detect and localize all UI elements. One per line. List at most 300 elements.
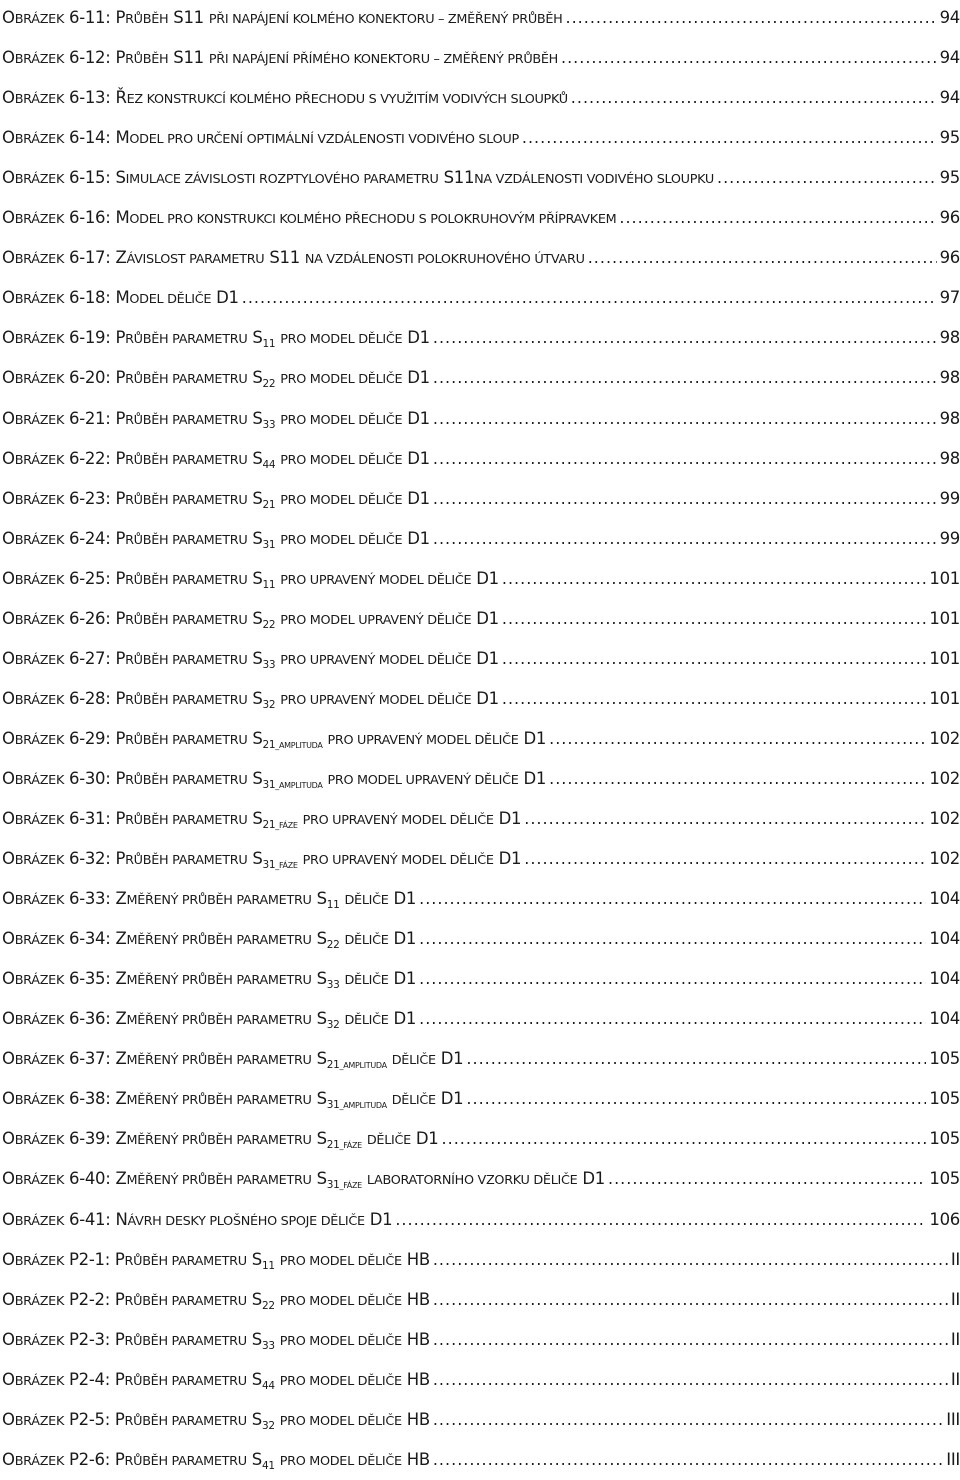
toc-entry[interactable]	[2, 679, 960, 719]
page-number: 102	[929, 849, 960, 869]
subscript-digits: 31	[326, 1179, 340, 1192]
label-segment: S11	[264, 248, 305, 268]
toc-entry[interactable]	[2, 999, 960, 1039]
subscript	[263, 499, 276, 511]
toc-entry[interactable]	[2, 439, 960, 479]
subscript-digits: 33	[326, 979, 340, 992]
label-segment: MĚŘENÝ PRŮBĚH PARAMETRU	[126, 1053, 312, 1069]
subscript	[263, 819, 298, 831]
label-segment: 6-36: Z	[64, 1009, 127, 1029]
label-segment: D1	[493, 849, 522, 869]
label-segment: O	[2, 1449, 15, 1469]
label-segment: 6-25: P	[64, 568, 126, 588]
subscript-digits: 31	[262, 778, 276, 791]
page-number: 95	[939, 128, 960, 148]
label-segment: 6-24: P	[64, 528, 126, 548]
dot-leader	[433, 1400, 943, 1440]
label-segment: ÁVRH DESKY PLOŠNÉHO SPOJE DĚLIČE	[127, 1213, 365, 1229]
label-segment: RŮBĚH	[125, 12, 169, 27]
subscript-digits: 22	[326, 939, 340, 952]
toc-entry[interactable]	[2, 559, 960, 599]
label-segment: O	[2, 88, 15, 108]
label-segment: BRÁZEK	[14, 1453, 65, 1469]
page-number: 104	[929, 929, 960, 949]
toc-entry-label	[2, 639, 499, 679]
subscript-digits: 33	[262, 418, 276, 431]
dot-leader	[619, 198, 936, 238]
label-segment: 6-35: Z	[64, 969, 127, 989]
label-segment: 6-39: Z	[64, 1129, 127, 1149]
label-segment: D1	[402, 488, 430, 508]
dot-leader	[571, 78, 937, 118]
label-segment: D1	[410, 1129, 439, 1149]
label-segment: HB	[401, 1289, 430, 1309]
toc-entry[interactable]	[2, 1039, 960, 1079]
label-segment: O	[2, 1169, 15, 1189]
dot-leader	[433, 1240, 948, 1280]
label-segment: BRÁZEK	[14, 172, 65, 188]
subscript	[327, 1059, 387, 1071]
label-segment: S	[311, 1009, 327, 1029]
toc-entry-label	[2, 78, 568, 118]
toc-entry[interactable]	[2, 399, 960, 439]
label-segment: 6-28: P	[64, 688, 126, 708]
label-segment: PRO MODEL DĚLIČE	[280, 412, 403, 428]
dot-leader	[433, 1440, 943, 1480]
label-segment: DĚLIČE	[344, 893, 389, 909]
label-segment: S	[247, 568, 263, 588]
dot-leader	[419, 919, 926, 959]
label-segment: BRÁZEK	[14, 252, 65, 268]
toc-entry-label	[2, 198, 616, 238]
label-segment: O	[2, 1209, 15, 1229]
label-segment: S	[247, 648, 263, 668]
label-segment: 6-22: P	[64, 448, 126, 468]
subscript-digits: 32	[326, 1019, 340, 1032]
subscript	[327, 1139, 362, 1151]
toc-entry[interactable]	[2, 799, 960, 839]
label-segment: P2-3: P	[64, 1329, 125, 1349]
toc-entry[interactable]	[2, 759, 960, 799]
toc-entry[interactable]	[2, 1079, 960, 1119]
label-segment: O	[2, 1129, 15, 1149]
label-segment: O	[2, 408, 15, 428]
label-segment: 6-23: P	[64, 488, 126, 508]
toc-entry[interactable]	[2, 919, 960, 959]
label-segment: O	[2, 168, 15, 188]
label-segment: S	[311, 1169, 327, 1189]
dot-leader	[502, 639, 927, 679]
toc-entry[interactable]	[2, 519, 960, 559]
label-segment: D1	[388, 969, 417, 989]
subscript	[263, 859, 298, 871]
subscript-digits: 31	[262, 859, 276, 872]
toc-entry[interactable]	[2, 1280, 960, 1320]
toc-entry[interactable]	[2, 318, 960, 358]
label-segment: 6-41: N	[64, 1209, 128, 1229]
page-number: 98	[939, 368, 960, 388]
label-segment: PRO MODEL UPRAVENÝ DĚLIČE	[280, 612, 472, 628]
label-segment: D1	[388, 889, 417, 909]
label-segment: RŮBĚH PARAMETRU	[125, 813, 248, 828]
toc-entry-label	[2, 278, 239, 318]
label-segment: D1	[518, 768, 547, 788]
toc-entry[interactable]	[2, 1240, 960, 1280]
toc-entry-label	[2, 238, 585, 278]
label-segment: BRÁZEK	[14, 332, 65, 348]
subscript-digits: 33	[262, 658, 276, 671]
label-segment: LABORATORNÍHO VZORKU DĚLIČE	[366, 1173, 578, 1189]
toc-entry[interactable]	[2, 118, 960, 158]
label-segment: 6-16: M	[64, 208, 130, 228]
label-segment: PRO MODEL DĚLIČE	[279, 1373, 402, 1389]
page-number: 104	[929, 1009, 960, 1029]
subscript	[263, 539, 276, 551]
label-segment: S	[311, 1129, 327, 1149]
label-segment: S	[247, 408, 263, 428]
toc-entry-label	[2, 118, 519, 158]
label-segment: D1	[471, 608, 499, 628]
toc-entry[interactable]	[2, 1159, 960, 1199]
label-segment: O	[2, 288, 15, 308]
label-segment: O	[2, 1249, 15, 1269]
label-segment: PRO MODEL DĚLIČE	[280, 332, 403, 348]
label-segment: RŮBĚH PARAMETRU	[125, 732, 248, 748]
subscript	[327, 899, 340, 911]
page-number: 105	[929, 1089, 960, 1109]
toc-entry-label	[2, 318, 430, 358]
subscript-digits: 11	[262, 578, 276, 591]
label-segment: RŮBĚH PARAMETRU	[124, 1333, 247, 1349]
label-segment: 6-29: P	[64, 728, 126, 748]
label-segment: O	[2, 768, 15, 788]
dot-leader	[561, 38, 937, 78]
label-segment: D1	[518, 728, 547, 748]
label-segment: PRO MODEL DĚLIČE	[280, 532, 403, 548]
subscript-digits: 11	[262, 338, 276, 351]
subscript	[262, 1380, 275, 1392]
toc-entry-label	[2, 358, 430, 398]
subscript-digits: 44	[261, 1379, 275, 1392]
label-segment: S	[247, 688, 263, 708]
subscript-digits: 21	[326, 1139, 340, 1152]
label-segment: RŮBĚH PARAMETRU	[124, 1253, 247, 1269]
label-segment: D1	[471, 648, 499, 668]
dot-leader	[549, 719, 926, 759]
label-segment: DĚLIČE	[344, 973, 389, 989]
label-segment: S	[246, 1289, 262, 1309]
label-segment: BRÁZEK	[14, 1093, 65, 1109]
toc-entry[interactable]	[2, 839, 960, 879]
label-segment: S	[311, 1049, 327, 1069]
page-number: 102	[929, 768, 960, 788]
toc-entry[interactable]	[2, 719, 960, 759]
label-segment: 6-14: M	[64, 128, 130, 148]
toc-entry-label	[2, 839, 521, 879]
label-segment: P2-1: P	[64, 1249, 125, 1269]
label-segment: BRÁZEK	[14, 492, 65, 508]
label-segment: 6-33: Z	[64, 889, 127, 909]
label-segment: O	[2, 1369, 15, 1389]
subscript-suffix: _AMPLITUDA	[339, 1101, 387, 1111]
toc-entry[interactable]	[2, 599, 960, 639]
toc-entry[interactable]	[2, 1320, 960, 1360]
page-number: 101	[929, 648, 960, 668]
page-number: 105	[929, 1049, 960, 1069]
page-number: 99	[939, 488, 960, 508]
dot-leader	[433, 358, 937, 398]
label-segment: D1	[402, 528, 430, 548]
toc-entry-label	[2, 1119, 439, 1159]
label-segment: D1	[402, 408, 430, 428]
subscript-digits: 21	[326, 1059, 340, 1072]
label-segment: RŮBĚH PARAMETRU	[125, 652, 248, 668]
subscript-digits: 33	[261, 1339, 275, 1352]
dot-leader	[566, 0, 937, 38]
label-segment: BRÁZEK	[14, 292, 65, 308]
toc-entry[interactable]	[2, 639, 960, 679]
toc-entry-label	[2, 1200, 392, 1240]
label-segment: HB	[401, 1329, 430, 1349]
label-segment: RŮBĚH PARAMETRU	[124, 1373, 247, 1389]
label-segment: RŮBĚH PARAMETRU	[125, 612, 248, 628]
label-segment: MĚŘENÝ PRŮBĚH PARAMETRU	[126, 1093, 312, 1109]
subscript-digits: 32	[262, 698, 276, 711]
dot-leader	[419, 959, 926, 999]
toc-entry-label	[2, 1039, 463, 1079]
label-segment: DĚLIČE	[344, 933, 389, 949]
subscript	[263, 699, 276, 711]
dot-leader	[433, 1280, 948, 1320]
subscript-suffix: _AMPLITUDA	[275, 740, 323, 750]
dot-leader	[433, 318, 937, 358]
subscript-digits: 22	[262, 378, 276, 391]
label-segment: PRO UPRAVENÝ MODEL DĚLIČE	[302, 813, 494, 828]
toc-entry[interactable]	[2, 1200, 960, 1240]
label-segment: O	[2, 889, 15, 909]
toc-entry-label	[2, 479, 430, 519]
label-segment: MĚŘENÝ PRŮBĚH PARAMETRU	[126, 973, 312, 989]
label-segment: PRO MODEL DĚLIČE	[280, 452, 403, 468]
label-segment: BRÁZEK	[14, 1333, 65, 1349]
label-segment: S	[247, 608, 263, 628]
toc-entry[interactable]	[2, 278, 960, 318]
label-segment: BRÁZEK	[14, 52, 65, 68]
label-segment: S	[247, 728, 263, 748]
label-segment: PRO UPRAVENÝ MODEL DĚLIČE	[280, 572, 472, 588]
dot-leader	[466, 1079, 926, 1119]
label-segment: BRÁZEK	[14, 1373, 65, 1389]
subscript-digits: 21	[262, 498, 276, 511]
label-segment: HB	[401, 1409, 430, 1429]
label-segment: BRÁZEK	[14, 1173, 65, 1189]
label-segment: S	[311, 969, 327, 989]
label-segment: O	[2, 648, 15, 668]
subscript-digits: 32	[261, 1419, 275, 1432]
toc-entry[interactable]	[2, 38, 960, 78]
label-segment: BRÁZEK	[14, 132, 65, 148]
label-segment: P2-5: P	[64, 1409, 125, 1429]
label-segment: BRÁZEK	[14, 572, 65, 588]
label-segment: O	[2, 48, 15, 68]
subscript-suffix: _AMPLITUDA	[339, 1061, 387, 1071]
label-segment: D1	[435, 1089, 464, 1109]
label-segment: RŮBĚH	[125, 52, 169, 68]
toc-entry[interactable]	[2, 1400, 960, 1440]
subscript-digits: 31	[262, 538, 276, 551]
subscript-suffix: _FÁZE	[275, 821, 298, 830]
toc-entry-label	[2, 1400, 430, 1440]
label-segment: 6-40: Z	[64, 1169, 127, 1189]
label-segment: PRO MODEL DĚLIČE	[279, 1413, 402, 1429]
label-segment: PRO UPRAVENÝ MODEL DĚLIČE	[327, 732, 519, 748]
label-segment: RŮBĚH PARAMETRU	[124, 1453, 247, 1469]
dot-leader	[442, 1119, 927, 1159]
label-segment: P2-2: P	[64, 1289, 125, 1309]
label-segment: PRO MODEL DĚLIČE	[280, 372, 403, 388]
toc-entry[interactable]	[2, 1119, 960, 1159]
toc-entry[interactable]	[2, 198, 960, 238]
label-segment: DĚLIČE	[344, 1013, 389, 1029]
label-segment: 6-17: Z	[64, 248, 127, 268]
label-segment: PRO UPRAVENÝ MODEL DĚLIČE	[302, 853, 494, 869]
label-segment: BRÁZEK	[14, 1413, 65, 1429]
toc-entry-label	[2, 1360, 430, 1400]
label-segment: O	[2, 8, 15, 27]
label-segment: BRÁZEK	[14, 893, 65, 909]
toc-entry-label	[2, 799, 521, 839]
label-segment: RŮBĚH PARAMETRU	[125, 853, 248, 869]
label-segment: D1	[388, 929, 417, 949]
page-number: II	[950, 1329, 960, 1349]
label-segment: DĚLIČE	[366, 1133, 411, 1149]
label-segment: 6-21: P	[64, 408, 126, 428]
label-segment: BRÁZEK	[14, 772, 65, 788]
label-segment: 6-37: Z	[64, 1049, 127, 1069]
toc-entry[interactable]	[2, 358, 960, 398]
label-segment: 6-11: P	[64, 8, 126, 27]
label-segment: BRÁZEK	[14, 692, 65, 708]
label-segment: D1	[364, 1209, 393, 1229]
dot-leader	[549, 759, 926, 799]
label-segment: S	[311, 929, 327, 949]
label-segment: DĚLIČE	[391, 1093, 436, 1109]
label-segment: 6-27: P	[64, 648, 126, 668]
subscript-digits: 11	[261, 1259, 275, 1272]
label-segment: O	[2, 488, 15, 508]
label-segment: PRO MODEL DĚLIČE	[279, 1333, 402, 1349]
toc-entry[interactable]	[2, 1440, 960, 1480]
page-number: 106	[929, 1209, 960, 1229]
label-segment: P2-4: P	[64, 1369, 125, 1389]
label-segment: RŮBĚH PARAMETRU	[125, 772, 248, 788]
dot-leader	[502, 559, 927, 599]
subscript	[263, 739, 323, 751]
subscript	[327, 939, 340, 951]
label-segment: BRÁZEK	[14, 933, 65, 949]
label-segment: MĚŘENÝ PRŮBĚH PARAMETRU	[126, 933, 312, 949]
toc-entry-label	[2, 439, 430, 479]
label-segment: RŮBĚH PARAMETRU	[124, 1293, 247, 1309]
dot-leader	[502, 679, 927, 719]
label-segment: O	[2, 368, 15, 388]
label-segment: 6-15: S	[64, 168, 126, 188]
subscript-digits: 31	[326, 1099, 340, 1112]
toc-entry[interactable]	[2, 879, 960, 919]
label-segment: D1	[402, 328, 430, 348]
label-segment: D1	[388, 1009, 417, 1029]
label-segment: 6-34: Z	[64, 929, 127, 949]
label-segment: BRÁZEK	[14, 412, 65, 428]
toc-entry[interactable]	[2, 479, 960, 519]
label-segment: S	[247, 768, 263, 788]
dot-leader	[524, 839, 926, 879]
label-segment: BRÁZEK	[14, 813, 65, 828]
page-number: 96	[939, 208, 960, 228]
label-segment: PRO MODEL DĚLIČE	[280, 492, 403, 508]
subscript	[263, 659, 276, 671]
page-number: 105	[929, 1169, 960, 1189]
label-segment: ÁVISLOST PARAMETRU	[126, 252, 265, 268]
page-number: 102	[929, 809, 960, 828]
toc-entry-label	[2, 1240, 430, 1280]
toc-entry-label	[2, 1320, 430, 1360]
dot-leader	[588, 238, 937, 278]
dot-leader	[608, 1159, 926, 1199]
label-segment: D1	[471, 688, 499, 708]
label-segment: RŮBĚH PARAMETRU	[125, 492, 248, 508]
label-segment: D1	[493, 809, 522, 828]
page-number: 99	[939, 528, 960, 548]
toc-entry-label	[2, 1440, 430, 1480]
toc-entry[interactable]	[2, 78, 960, 118]
subscript-suffix: _AMPLITUDA	[275, 780, 323, 790]
subscript-suffix: _FÁZE	[339, 1181, 362, 1191]
page-number: 98	[939, 408, 960, 428]
label-segment: BRÁZEK	[14, 853, 65, 869]
label-segment: 6-26: P	[64, 608, 126, 628]
toc-entry[interactable]	[2, 959, 960, 999]
label-segment: RŮBĚH PARAMETRU	[125, 572, 248, 588]
label-segment: BRÁZEK	[14, 532, 65, 548]
page-number: 98	[939, 328, 960, 348]
page-number: 104	[929, 889, 960, 909]
dot-leader	[419, 879, 926, 919]
toc-entry[interactable]	[2, 0, 960, 38]
label-segment: BRÁZEK	[14, 973, 65, 989]
subscript	[263, 579, 276, 591]
subscript-digits: 21	[262, 738, 276, 751]
page-number: 101	[929, 688, 960, 708]
label-segment: O	[2, 1009, 15, 1029]
dot-leader	[395, 1200, 926, 1240]
toc-entry[interactable]	[2, 238, 960, 278]
label-segment: NA VZDÁLENOSTI POLOKRUHOVÉHO ÚTVARU	[304, 252, 585, 268]
subscript	[263, 338, 276, 350]
label-segment: S	[247, 328, 263, 348]
label-segment: MĚŘENÝ PRŮBĚH PARAMETRU	[126, 893, 312, 909]
toc-entry[interactable]	[2, 1360, 960, 1400]
label-segment: DĚLIČE	[391, 1053, 436, 1069]
toc-entry-label	[2, 38, 558, 78]
page-number: 94	[939, 88, 960, 108]
subscript	[263, 378, 276, 390]
toc-entry[interactable]	[2, 158, 960, 198]
label-segment: S	[247, 488, 263, 508]
label-segment: S	[246, 1409, 262, 1429]
page-number: III	[946, 1409, 960, 1429]
label-segment: S	[311, 1089, 327, 1109]
